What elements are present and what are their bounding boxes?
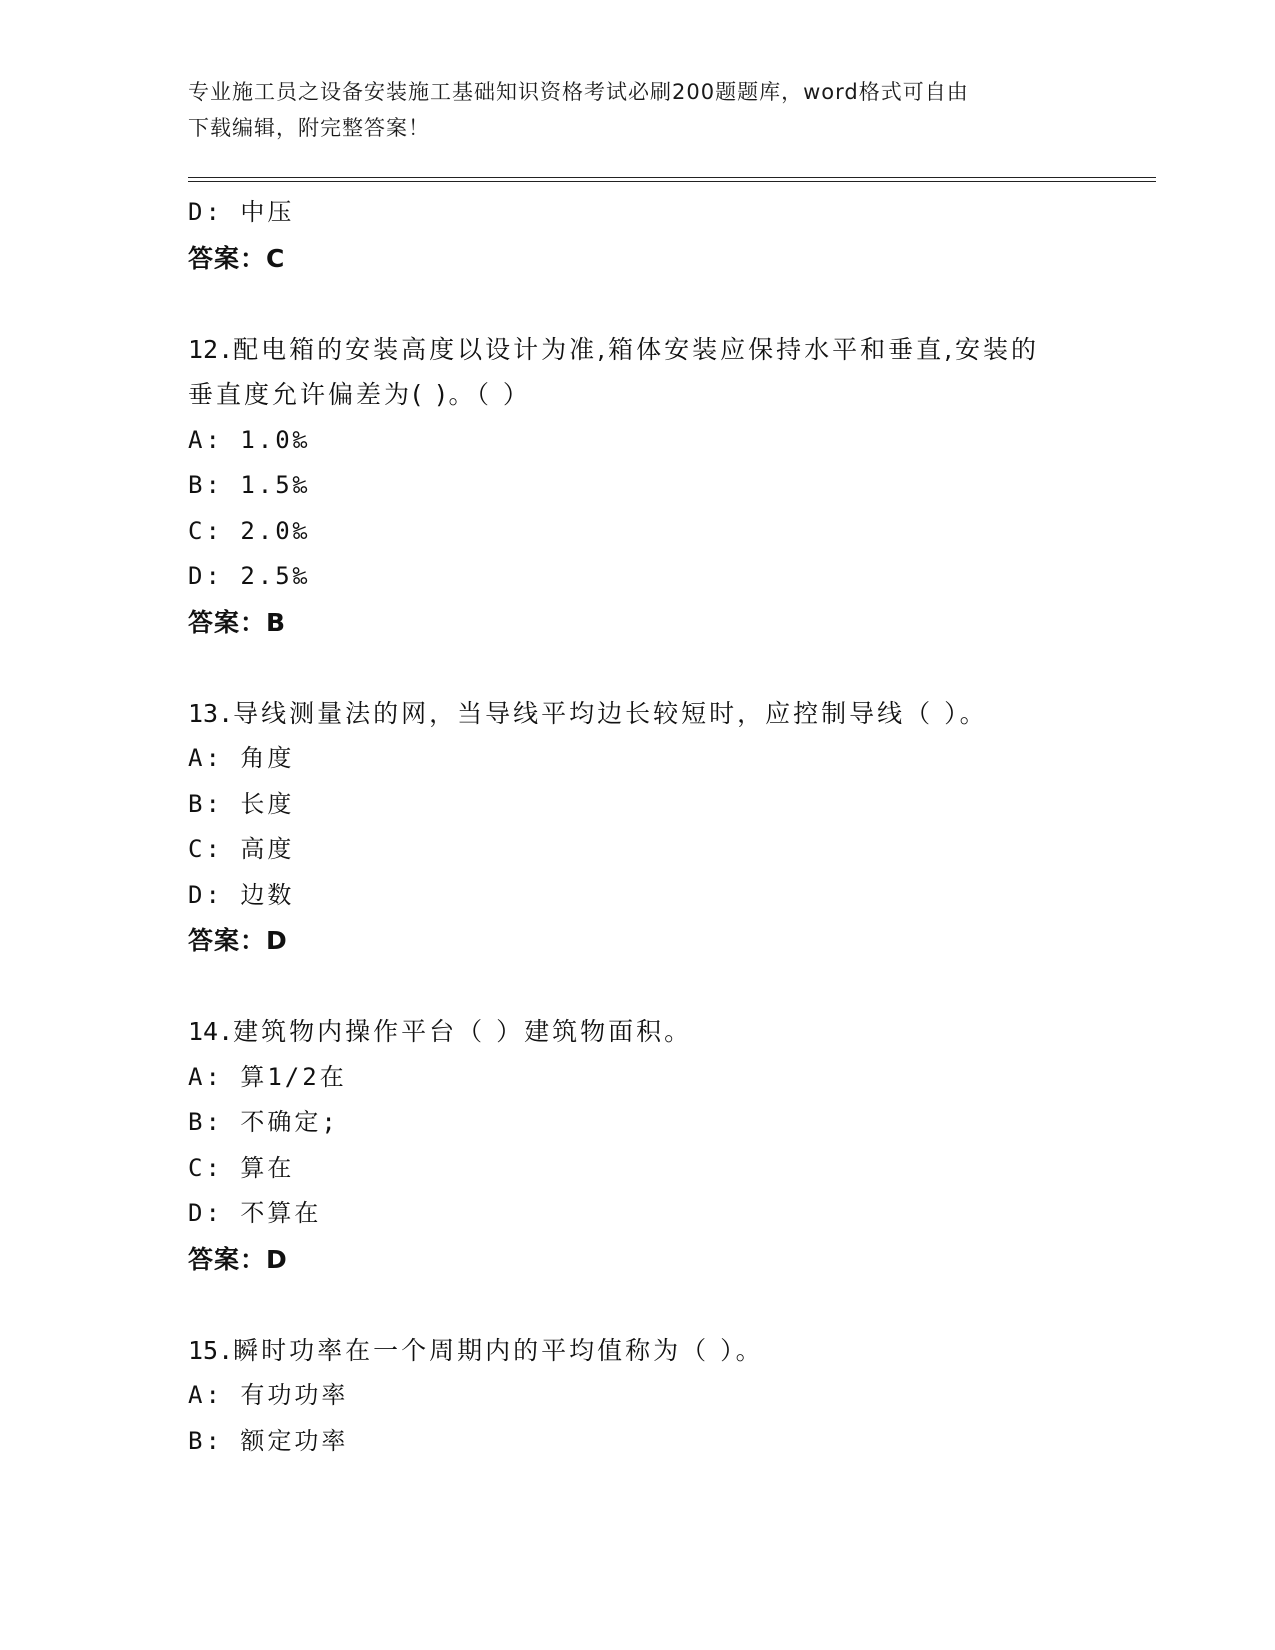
question-13-option-c: C: 高度 <box>188 835 295 863</box>
question-13-option-d: D: 边数 <box>188 880 295 909</box>
header-rule-bottom <box>188 181 1156 182</box>
question-list <box>188 190 1088 1464</box>
question-14-number: 14. <box>188 1017 234 1046</box>
header-line-2: 下载编辑，附完整答案！ <box>188 116 430 140</box>
question-14-answer: 答案：D <box>188 1244 288 1274</box>
question-12-stem-line-1: 12.配电箱的安装高度以设计为准,箱体安装应保持水平和垂直,安装的 <box>188 334 1040 364</box>
question-15-number: 15. <box>188 1335 234 1365</box>
question-12-option-b: B: 1.5‰ <box>188 471 311 499</box>
question-14-option-d: D: 不算在 <box>188 1199 322 1227</box>
question-13-option-b: B: 长度 <box>188 789 295 818</box>
question-12-option-a: A: 1.0‰ <box>188 425 311 454</box>
question-14-stem: 14.建筑物内操作平台（ ）建筑物面积。 <box>188 1017 693 1046</box>
prev-answer: 答案：C <box>188 243 286 273</box>
header-rule-top <box>188 177 1156 178</box>
question-15-option-a: A: 有功功率 <box>188 1381 349 1409</box>
document-header <box>188 74 1088 146</box>
question-12-option-c: C: 2.0‰ <box>188 516 311 545</box>
header-line-1: 专业施工员之设备安装施工基础知识资格考试必刷200题题库，word格式可自由 <box>188 80 969 104</box>
question-12-stem-line-2: 垂直度允许偏差为( )。（ ） <box>188 380 531 409</box>
question-12-number: 12. <box>188 334 234 364</box>
question-13-answer: 答案：D <box>188 926 288 955</box>
question-12-answer: 答案：B <box>188 607 287 637</box>
question-12-option-d: D: 2.5‰ <box>188 562 311 590</box>
question-14-option-c: C: 算在 <box>188 1153 295 1182</box>
question-14-option-b: B: 不确定; <box>188 1108 339 1136</box>
prev-option-d: D: 中压 <box>188 198 295 226</box>
question-13-option-a: A: 角度 <box>188 744 295 772</box>
question-13-stem: 13.导线测量法的网，当导线平均边长较短时，应控制导线（ ）。 <box>188 698 988 728</box>
question-13-number: 13. <box>188 698 234 728</box>
question-14-option-a: A: 算1/2在 <box>188 1062 347 1091</box>
question-15-option-b: B: 额定功率 <box>188 1426 349 1455</box>
question-15-stem: 15.瞬时功率在一个周期内的平均值称为（ ）。 <box>188 1335 764 1365</box>
